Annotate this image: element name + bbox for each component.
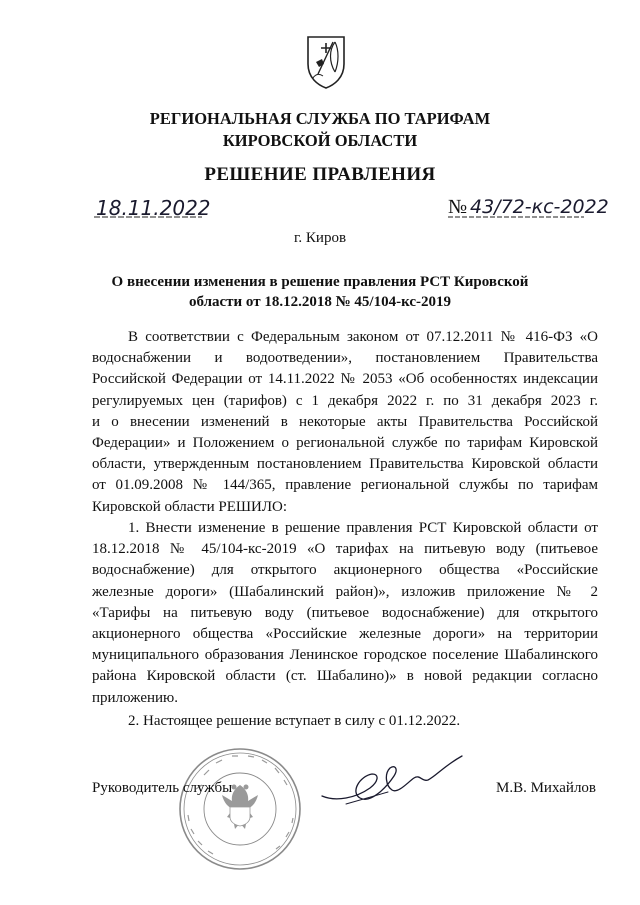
preamble-line: регулируемых цен (тарифов) с 1 декабря 2022 г. по 31 декабря 2023 г. [92,392,598,409]
decision-date: 18.11.2022 [96,196,211,220]
preamble-line: Российской Федерации от 14.11.2022 № 2053 «Об особенностях индексации [92,371,598,388]
preamble-line: и о внесении изменений в некоторые акты Правительства Российской [92,413,598,430]
handwritten-signature [316,752,466,808]
preamble-line: Федерации» и Положением о региональной службе по тарифам Кировской [92,435,598,452]
item-1-line: 18.12.2018 № 45/104-кс-2019 «О тарифах на питьевую воду (питьевое [92,541,598,558]
organization-name-line2: КИРОВСКОЙ ОБЛАСТИ [222,131,418,150]
document-type-title: РЕШЕНИЕ ПРАВЛЕНИЯ [204,164,436,185]
preamble-line: В соответствии с Федеральным законом от 07.12.2011 № 416-ФЗ «О [128,329,598,345]
decision-number-sign: № [448,196,468,218]
item-1-line: железные дороги» (Шабалинский район)», изложив приложение № 2 [92,583,598,600]
subject-line1: О внесении изменения в решение правления РСТ Кировской [111,274,529,290]
item-1-line: района Кировской области (ст. Шабалино)» в новой редакции согласно [92,668,598,685]
item-1-line: 1. Внести изменение в решение правления РСТ Кировской области от [128,520,598,536]
date-underline [92,214,204,220]
preamble-line: области, утвержденным постановлением Правительства Кировской области [92,456,598,473]
subject-line2: области от 18.12.2018 № 45/104-кс-2019 [188,294,452,310]
place-of-issue: г. Киров [293,230,347,246]
item-1-paragraph [92,518,598,709]
kirov-oblast-coat-of-arms-icon [304,34,348,90]
item-1-line: водоснабжение) для открытого акционерного общества «Российские [92,562,598,579]
preamble-line: Кировской области РЕШИЛО: [92,498,288,515]
item-1-line: приложению. [92,689,179,706]
organization-name-line1: РЕГИОНАЛЬНАЯ СЛУЖБА ПО ТАРИФАМ [149,109,491,128]
decision-number: 43/72-кс-2022 [470,196,609,218]
preamble-line: от 01.09.2008 № 144/365, правление региональной службы по тарифам [92,477,598,494]
item-1-line: муниципального образования Ленинское городское поселение Шабалинского [92,647,598,664]
number-underline [446,214,586,220]
official-seal-stamp [176,745,304,873]
item-2-paragraph: 2. Настоящее решение вступает в силу с 01.12.2022. [128,713,461,729]
item-1-line: «Тарифы на питьевую воду (питьевое водоснабжение) для открытого [92,604,598,621]
item-1-line: акционерного общества «Российские железные дороги» на территории [92,626,598,643]
preamble-paragraph [92,327,598,518]
signatory-position: Руководитель службы [92,780,233,796]
preamble-line: водоснабжении и водоотведении», постановлением Правительства [92,350,598,367]
signatory-name: М.В. Михайлов [496,780,597,796]
